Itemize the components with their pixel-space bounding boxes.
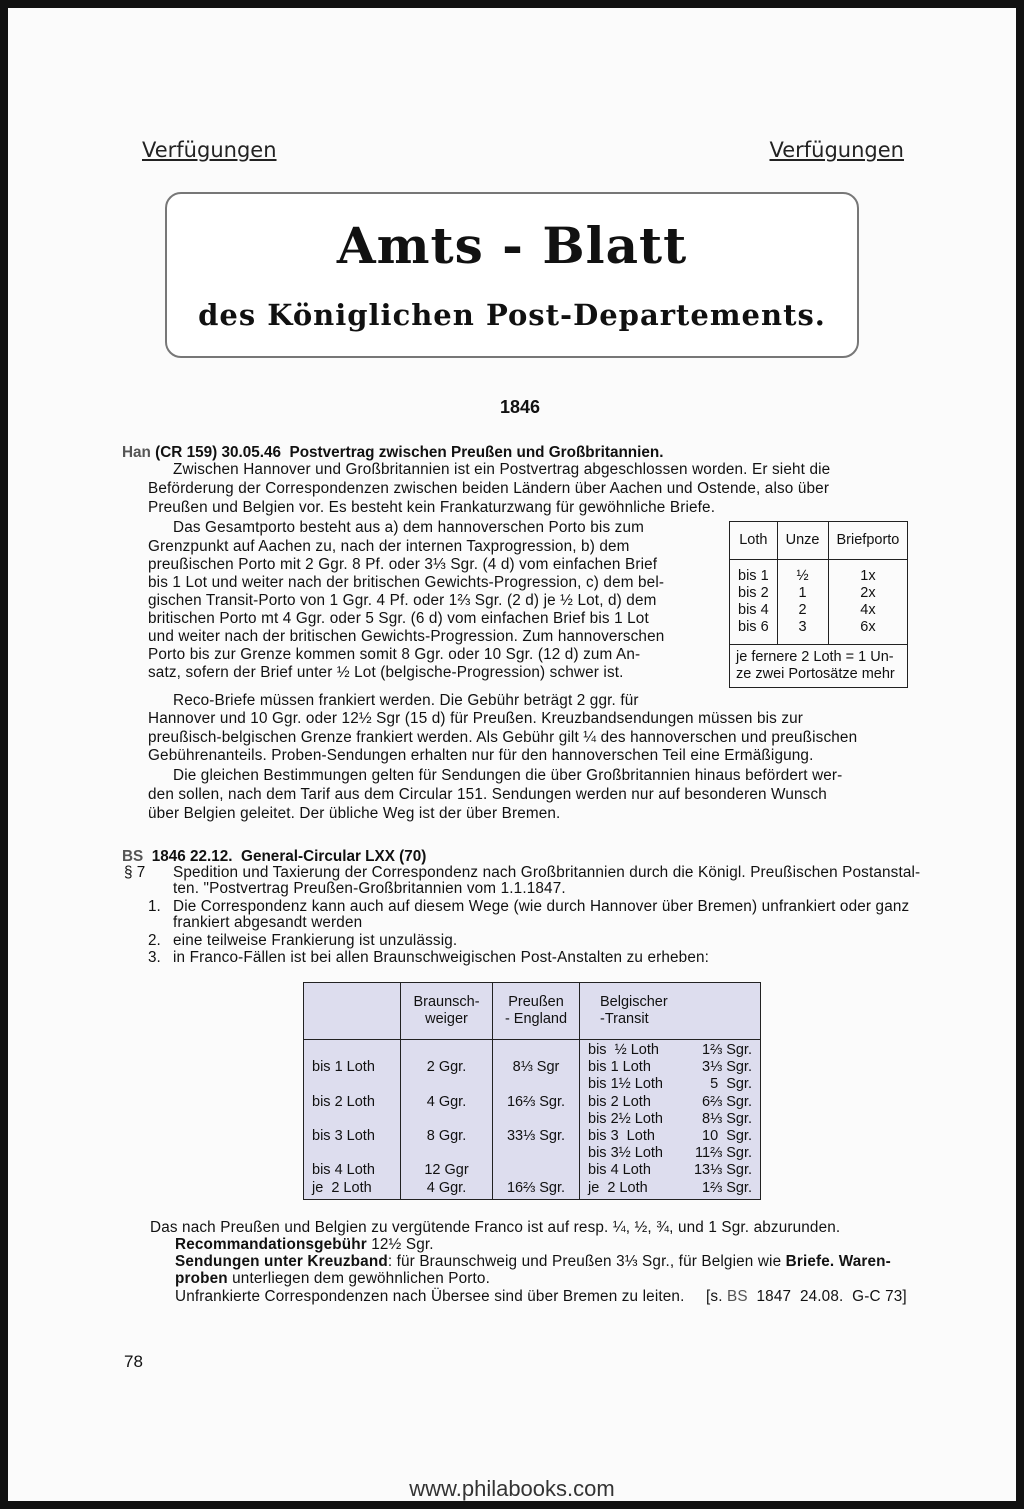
header-cell bbox=[304, 983, 401, 1040]
col-braunschweiger bbox=[401, 1040, 493, 1200]
han-line: Hannover und 10 Ggr. oder 12½ Sgr (15 d) für Preußen. Kreuzbandsendungen müssen bis zur bbox=[148, 710, 804, 727]
cell: 6x bbox=[828, 619, 908, 645]
bs-paragraph: § 7 bbox=[124, 864, 146, 881]
cell: 1x bbox=[828, 560, 908, 586]
cell: bis 2 bbox=[730, 585, 778, 602]
cell: bis 4 bbox=[730, 602, 778, 619]
han-line: den sollen, nach dem Tarif aus dem Circular 151. Sendungen werden nur auf besonderen Wunsch bbox=[148, 786, 827, 803]
table-cell: 13⅓ Sgr. bbox=[693, 1162, 752, 1179]
table-cell: bis 1 Loth bbox=[588, 1059, 651, 1076]
bs-line: frankiert abgesandt werden bbox=[173, 914, 363, 931]
reco-label: Recommandationsgebühr bbox=[175, 1236, 367, 1253]
han-line: satz, sofern der Brief unter ½ Lot (belgische-Progression) schwer ist. bbox=[148, 664, 624, 681]
belgien-grid bbox=[588, 1042, 752, 1197]
table-cell bbox=[312, 1145, 392, 1162]
han-line: preußischen Porto mit 2 Ggr. 8 Pf. oder 3⅓ Sgr. (4 d) vom einfachen Brief bbox=[148, 556, 658, 573]
table-cell: 1⅔ Sgr. bbox=[702, 1179, 752, 1196]
table-cell: 16⅔ Sgr. bbox=[506, 1093, 566, 1110]
banner-subtitle: des Königlichen Post-Departements. bbox=[198, 298, 826, 332]
han-line: Gebührenanteils. Proben-Sendungen erhalten nur für den hannoverschen Teil eine Ermäßigung. bbox=[148, 747, 814, 764]
col-preussen bbox=[493, 1040, 580, 1200]
table-cell: bis 1 Loth bbox=[312, 1059, 375, 1076]
page-number: 78 bbox=[124, 1352, 143, 1371]
han-line: und weiter nach der britischen Gewichts-Progression. Zum hannoverschen bbox=[148, 628, 665, 645]
table-cell: 5 Sgr. bbox=[710, 1076, 752, 1093]
table-cell: bis 3 Loth bbox=[588, 1127, 655, 1144]
header-right: Verfügungen bbox=[769, 138, 904, 162]
preussen-list bbox=[501, 1042, 571, 1197]
kreuzband-line bbox=[175, 1253, 891, 1272]
header-left: Verfügungen bbox=[142, 138, 277, 162]
reco-line bbox=[175, 1236, 434, 1255]
table-row bbox=[730, 560, 908, 586]
footer-line-2: ze zwei Portosätze mehr bbox=[736, 666, 895, 682]
table-cell: bis 2½ Loth bbox=[588, 1110, 663, 1127]
porto-table bbox=[729, 521, 908, 688]
table-cell: 4 Ggr. bbox=[426, 1093, 467, 1110]
han-line: Grenzpunkt auf Aachen zu, nach der internen Taxprogression, b) dem bbox=[148, 538, 630, 555]
uebersee-line: Unfrankierte Correspondenzen nach Übersee sind über Bremen zu leiten. bbox=[175, 1288, 685, 1305]
bs-num: 3. bbox=[148, 949, 161, 966]
table-cell bbox=[501, 1076, 571, 1093]
table-cell: bis 1½ Loth bbox=[588, 1076, 663, 1093]
banner bbox=[165, 192, 859, 358]
table-cell bbox=[312, 1042, 392, 1059]
han-line: Beförderung der Correspondenzen zwischen beiden Ländern über Aachen und Ostende, also über bbox=[148, 480, 830, 497]
han-line: bis 1 Lot und weiter nach der britischen Gewichts-Progression, c) dem bel- bbox=[148, 574, 665, 591]
table-cell bbox=[312, 1111, 392, 1128]
han-line: britischen Porto mt 4 Ggr. oder 5 Sgr. (6 d) vom einfachen Brief bis 1 Lot bbox=[148, 610, 649, 627]
kreuzband-value: : für Braunschweig und Preußen 3⅓ Sgr., für Belgien wie bbox=[387, 1253, 786, 1270]
table-cell: je 2 Loth bbox=[312, 1179, 372, 1196]
table-cell: 8⅓ Sgr bbox=[512, 1059, 560, 1076]
col-belgien bbox=[580, 1040, 761, 1200]
table-cell bbox=[409, 1145, 484, 1162]
table-cell bbox=[501, 1042, 571, 1059]
header-braunschweiger: Braunsch- weiger bbox=[401, 983, 493, 1040]
warenproben-value: unterliegen dem gewöhnlichen Porto. bbox=[227, 1270, 490, 1287]
han-line: Preußen und Belgien vor. Es besteht kein Frankaturzwang für gewöhnliche Briefe. bbox=[148, 499, 716, 516]
table-cell bbox=[501, 1145, 571, 1162]
footer-cell bbox=[730, 645, 908, 688]
cell: bis 1 bbox=[730, 560, 778, 586]
porto-col-unze: Unze bbox=[777, 522, 828, 560]
porto-col-loth: Loth bbox=[730, 522, 778, 560]
footer-url[interactable]: www.philabooks.com bbox=[409, 1476, 615, 1501]
ref-b: 1847 24.08. G-C 73] bbox=[747, 1288, 907, 1305]
header-preussen-england: Preußen - England bbox=[493, 983, 580, 1040]
han-line: Zwischen Hannover und Großbritannien ist ein Postvertrag abgeschlossen worden. Er sieht die bbox=[173, 461, 831, 478]
porto-col-briefporto: Briefporto bbox=[828, 522, 908, 560]
cell: 2 bbox=[777, 602, 828, 619]
table-cell: 4 Ggr. bbox=[426, 1179, 467, 1196]
cell: 3 bbox=[777, 619, 828, 645]
table-cell: 2 Ggr. bbox=[426, 1059, 467, 1076]
table-cell bbox=[409, 1042, 484, 1059]
table-cell: bis 4 Loth bbox=[588, 1162, 651, 1179]
ref-bs: BS bbox=[727, 1288, 748, 1305]
table-cell: bis 3½ Loth bbox=[588, 1145, 663, 1162]
table-cell: bis ½ Loth bbox=[588, 1042, 659, 1058]
franco-table-header bbox=[304, 983, 761, 1040]
han-line: Die gleichen Bestimmungen gelten für Sendungen die über Großbritannien hinaus befördert wer- bbox=[173, 767, 843, 784]
reco-value: 12½ Sgr. bbox=[366, 1236, 434, 1253]
warenproben-line bbox=[175, 1270, 490, 1289]
bs-line: ten. "Postvertrag Preußen-Großbritannien vom 1.1.1847. bbox=[173, 880, 566, 897]
bs-line: eine teilweise Frankierung ist unzulässig. bbox=[173, 932, 458, 949]
table-cell: 33⅓ Sgr. bbox=[506, 1127, 566, 1144]
porto-table-footer bbox=[730, 645, 908, 688]
bs-line: Spedition und Taxierung der Correspondenz nach Großbritannien durch die Königl. Preußischen Postanstal- bbox=[173, 864, 921, 881]
table-cell bbox=[312, 1076, 392, 1093]
weight-list bbox=[312, 1042, 392, 1197]
cell: 1 bbox=[777, 585, 828, 602]
table-cell: 10 Sgr. bbox=[702, 1127, 752, 1144]
table-cell: 1⅔ Sgr. bbox=[702, 1042, 752, 1058]
table-cell: 16⅔ Sgr. bbox=[506, 1179, 566, 1196]
han-line: gischen Transit-Porto von 1 Ggr. 4 Pf. oder 1⅔ Sgr. (2 d) je ½ Lot, d) dem bbox=[148, 592, 657, 609]
kreuzband-label: Sendungen unter Kreuzband bbox=[175, 1253, 388, 1270]
franco-table bbox=[303, 982, 761, 1200]
han-line: Porto bis zur Grenze kommen somit 8 Ggr. oder 10 Sgr. (12 d) zum An- bbox=[148, 646, 641, 663]
table-row bbox=[730, 619, 908, 645]
bs-num: 1. bbox=[148, 898, 161, 915]
bs-num: 2. bbox=[148, 932, 161, 949]
cell: 2x bbox=[828, 585, 908, 602]
table-cell: 8 Ggr. bbox=[426, 1127, 467, 1144]
table-row bbox=[304, 1040, 761, 1200]
table-cell bbox=[409, 1111, 484, 1128]
han-line: über Belgien geleitet. Der übliche Weg ist der über Bremen. bbox=[148, 805, 561, 822]
table-cell bbox=[501, 1111, 571, 1128]
cell: bis 6 bbox=[730, 619, 778, 645]
belgien-value-list bbox=[694, 1042, 752, 1197]
han-line: preußisch-belgischen Grenze frankiert werden. Als Gebühr gilt ¼ des hannoverschen und preußischen bbox=[148, 729, 858, 746]
year-heading: 1846 bbox=[499, 397, 541, 417]
header-belgischer-transit: Belgischer -Transit bbox=[580, 983, 761, 1040]
banner-title: Amts - Blatt bbox=[336, 216, 688, 275]
table-cell: bis 3 Loth bbox=[312, 1127, 375, 1144]
warenproben-bold: proben bbox=[175, 1270, 228, 1287]
bs-title: 1846 22.12. General-Circular LXX (70) bbox=[151, 848, 427, 865]
table-row bbox=[730, 585, 908, 602]
table-row bbox=[730, 602, 908, 619]
ref-a: [s. bbox=[706, 1288, 727, 1305]
table-cell: 6⅔ Sgr. bbox=[702, 1093, 752, 1110]
han-title: (CR 159) 30.05.46 Postvertrag zwischen Preußen und Großbritannien. bbox=[155, 444, 664, 461]
closing-line: Das nach Preußen und Belgien zu vergütende Franco ist auf resp. ¼, ½, ¾, und 1 Sgr. abzurunden. bbox=[150, 1219, 841, 1236]
kreuzband-bold: Briefe. Waren- bbox=[785, 1253, 891, 1270]
bs-line: Die Correspondenz kann auch auf diesem Wege (wie durch Hannover über Bremen) unfrankiert oder ganz bbox=[173, 898, 910, 915]
table-cell bbox=[409, 1076, 484, 1093]
table-cell: 11⅔ Sgr. bbox=[695, 1145, 752, 1162]
table-cell: 8⅓ Sgr. bbox=[702, 1110, 752, 1127]
col-weight bbox=[304, 1040, 401, 1200]
braunschweiger-list bbox=[409, 1042, 484, 1197]
table-cell: bis 4 Loth bbox=[312, 1162, 375, 1179]
table-cell bbox=[501, 1162, 571, 1179]
han-line: Das Gesamtporto besteht aus a) dem hannoverschen Porto bis zum bbox=[173, 519, 644, 536]
belgien-weight-list bbox=[588, 1042, 663, 1197]
table-cell: 12 Ggr bbox=[424, 1162, 469, 1179]
reference bbox=[706, 1288, 907, 1307]
cell: ½ bbox=[777, 560, 828, 586]
han-prefix: Han bbox=[122, 444, 151, 461]
porto-table-header bbox=[730, 522, 908, 560]
table-cell: 3⅓ Sgr. bbox=[702, 1059, 752, 1076]
table-cell: je 2 Loth bbox=[588, 1179, 648, 1196]
han-heading bbox=[122, 444, 664, 463]
bs-line: in Franco-Fällen ist bei allen Braunschweigischen Post-Anstalten zu erheben: bbox=[173, 949, 710, 966]
han-line: Reco-Briefe müssen frankiert werden. Die Gebühr beträgt 2 ggr. für bbox=[173, 692, 639, 709]
table-cell: bis 2 Loth bbox=[312, 1093, 375, 1110]
footer-line-1: je fernere 2 Loth = 1 Un- bbox=[736, 649, 894, 665]
table-cell: bis 2 Loth bbox=[588, 1093, 651, 1110]
cell: 4x bbox=[828, 602, 908, 619]
bs-prefix: BS bbox=[122, 848, 144, 865]
